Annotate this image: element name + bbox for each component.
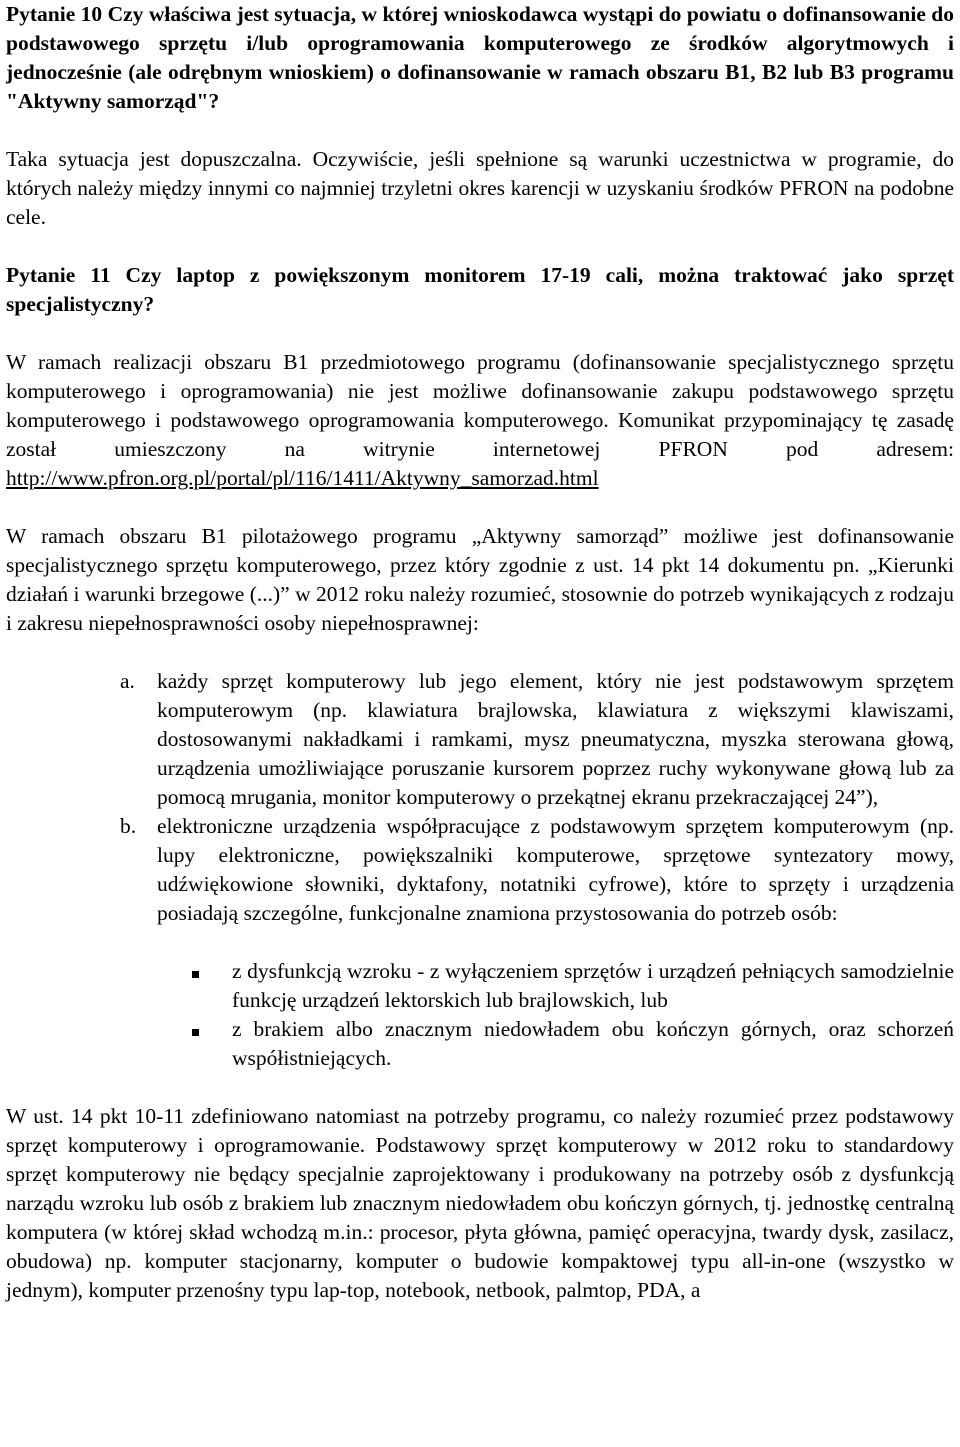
question-10-answer: Taka sytuacja jest dopuszczalna. Oczywiście, jeśli spełnione są warunki uczestnictwa w programie, do których należy między innymi co najmniej trzyletni okres karencji w uzyskaniu środków PFRON na podobne cele. xyxy=(6,147,954,229)
list-item-text: elektroniczne urządzenia współpracujące z podstawowym sprzętem komputerowym (np. lupy elektroniczne, powiększalniki komputerowe, sprzętowe syntezatory mowy, udźwiękowione słowniki, dyktafony, notatniki cyfrowe), które to sprzęty i urządzenia posiadają szczególne, funkcjonalne znamiona przystosowania do potrzeb osób: xyxy=(157,814,954,925)
question-11-paragraph-3: W ust. 14 pkt 10-11 zdefiniowano natomiast na potrzeby programu, co należy rozumieć przez podstawowy sprzęt komputerowy i oprogramowanie. Podstawowy sprzęt komputerowy w 2012 roku to standardowy sprzęt komputerowy nie będący specjalnie zaprojektowany i produkowany na potrzeby osób z dysfunkcją narządu wzroku lub osób z brakiem lub znacznym niedowładem obu kończyn górnych, tj. jednostkę centralną komputera (w której skład wchodzą m.in.: procesor, płyta główna, pamięć operacyjna, twardy dysk, zasilacz, obudowa) np. komputer stacjonarny, komputer o budowie kompaktowej typu all-in-one (wszystko w jednym), komputer przenośny typu lap-top, notebook, netbook, palmtop, PDA, a xyxy=(6,1104,954,1302)
paragraph-1-text: W ramach realizacji obszaru B1 przedmiotowego programu (dofinansowanie specjalistycznego sprzętu komputerowego i oprogramowania) nie jest możliwe dofinansowanie zakupu podstawowego sprzętu komputerowego i podstawowego oprogramowania komputerowego. Komunikat przypominający tę zasadę został umieszczony na witrynie internetowej PFRON pod adresem: xyxy=(6,350,954,461)
bullet-text: z dysfunkcją wzroku - z wyłączeniem sprzętów i urządzeń pełniących samodzielnie funkcję urządzeń lektorskich lub brajlowskich, lub xyxy=(232,959,954,1012)
list-item-b xyxy=(120,812,954,928)
question-11-heading: Pytanie 11 Czy laptop z powiększonym monitorem 17-19 cali, można traktować jako sprzęt specjalistyczny? xyxy=(6,263,954,316)
list-item-a xyxy=(120,667,954,812)
question-11-paragraph-2: W ramach obszaru B1 pilotażowego programu „Aktywny samorząd” możliwe jest dofinansowanie specjalistycznego sprzętu komputerowego, przez który zgodnie z ust. 14 pkt 14 dokumentu pn. „Kierunki działań i warunki brzegowe (...)” w 2012 roku należy rozumieć, stosownie do potrzeb wynikających z rodzaju i zakresu niepełnosprawności osoby niepełnosprawnej: xyxy=(6,524,954,635)
list-item-label: a. xyxy=(120,669,135,693)
pfron-link[interactable]: http://www.pfron.org.pl/portal/pl/116/1411/Aktywny_samorzad.html xyxy=(6,466,599,490)
square-bullet-icon xyxy=(192,1029,199,1036)
bullet-text: z brakiem albo znacznym niedowładem obu kończyn górnych, oraz schorzeń współistniejących. xyxy=(232,1017,954,1070)
square-bullet-icon xyxy=(192,971,199,978)
list-item-label: b. xyxy=(120,814,137,838)
bullet-item xyxy=(192,1015,954,1073)
question-10-heading: Pytanie 10 Czy właściwa jest sytuacja, w której wnioskodawca wystąpi do powiatu o dofinansowanie do podstawowego sprzętu i/lub oprogramowania komputerowego ze środków algorytmowych i jednocześnie (ale odrębnym wnioskiem) o dofinansowanie w ramach obszaru B1, B2 lub B3 programu "Aktywny samorząd"? xyxy=(6,2,954,113)
bullet-item xyxy=(192,957,954,1015)
list-item-text: każdy sprzęt komputerowy lub jego element, który nie jest podstawowym sprzętem komputerowym (np. klawiatura brajlowska, klawiatura z większymi klawiszami, dostosowanymi nakładkami i ramkami, mysz pneumatyczna, myszka sterowana głową, urządzenia umożliwiające poruszanie kursorem poprzez ruchy wykonywane głową lub za pomocą mrugania, monitor komputerowy o przekątnej ekranu przekraczającej 24”), xyxy=(157,669,954,809)
question-11-paragraph-1 xyxy=(6,348,954,493)
